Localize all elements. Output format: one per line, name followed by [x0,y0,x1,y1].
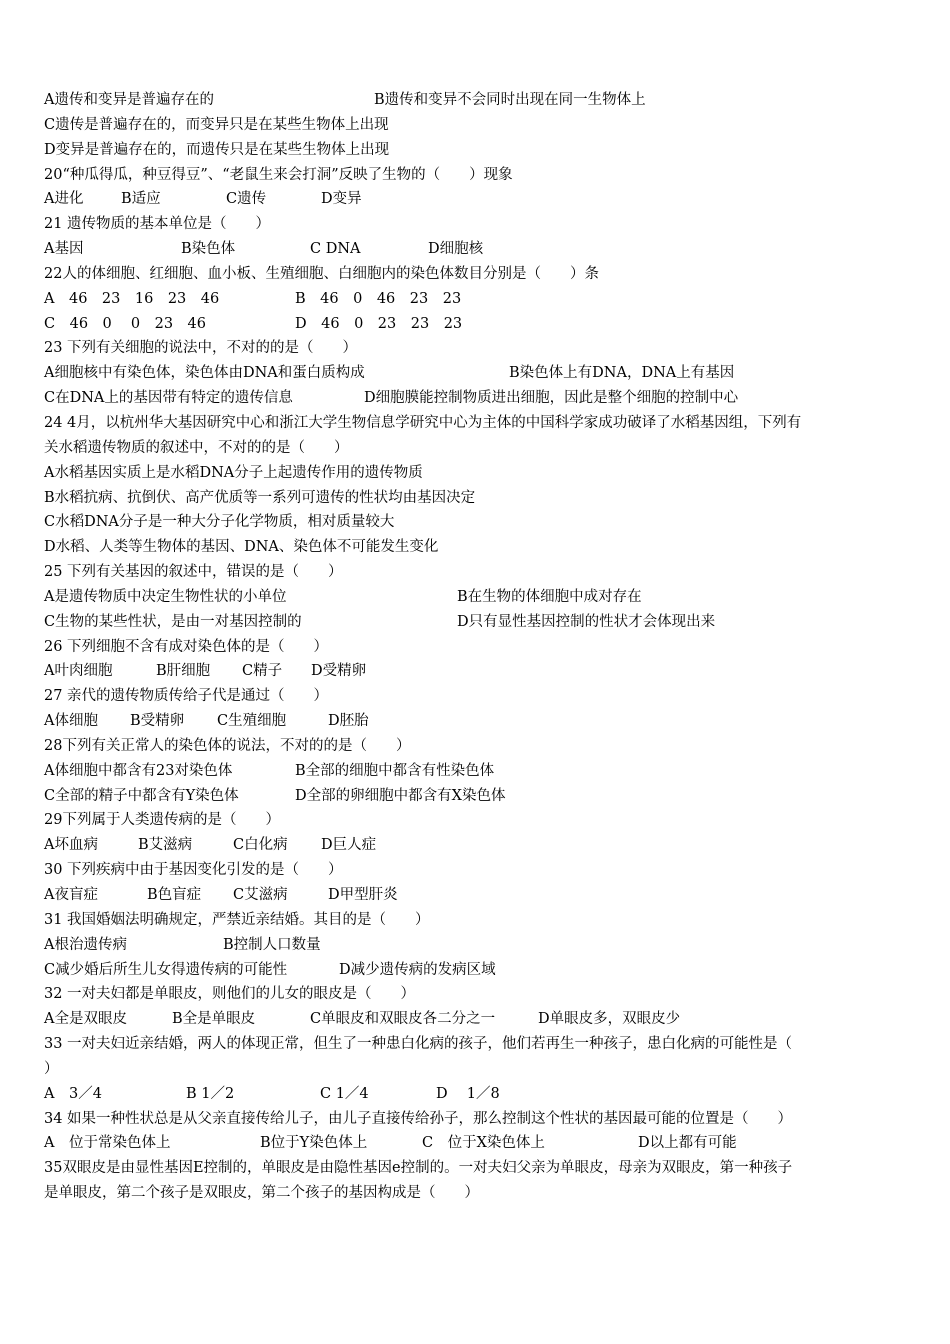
question-33-line-2 [44,1057,924,1082]
question-34 [44,1107,924,1132]
option-c: C单眼皮和双眼皮各二分之一 [310,1011,496,1028]
question-text: 是单眼皮，第二个孩子是双眼皮，第二个孩子的基因构成是（ ） [44,1185,479,1202]
options-22-ab [44,287,924,312]
question-32 [44,982,924,1007]
options-23-cd [44,386,924,411]
option-c: C遗传 [226,191,267,208]
option-b: B染色体上有DNA，DNA上有基因 [509,365,735,382]
option-d: D 1／8 [436,1085,500,1102]
option-a: A遗传和变异是普遍存在的 [44,92,214,108]
option-a: A全是双眼皮 [44,1011,127,1028]
options-23-ab [44,361,924,386]
options-31-cd [44,958,924,983]
option-b: B位于Y染色体上 [260,1135,368,1152]
question-28 [44,734,924,759]
option-d: D以上都有可能 [638,1135,737,1152]
question-text: 23 下列有关细胞的说法中，不对的的是（ ） [44,340,358,357]
option-d: D减少遗传病的发病区域 [339,961,496,978]
option-c: C 位于X染色体上 [422,1135,545,1152]
option-c: C白化病 [233,837,288,854]
question-sheet [44,88,924,1206]
option-d: D只有显性基因控制的性状才会体现出来 [457,613,716,630]
option-b: B受精卵 [130,713,185,730]
options-29 [44,833,924,858]
question-35-line-1 [44,1156,924,1181]
option-a: A 位于常染色体上 [44,1135,171,1152]
option-24-a [44,461,924,486]
option-c: C 46 0 0 23 46 [44,315,207,332]
options-30 [44,883,924,908]
options-25-ab [44,585,924,610]
option-24-c [44,510,924,535]
question-20 [44,163,924,188]
option-a: A体细胞 [44,713,98,730]
option-c: C DNA [310,241,361,258]
question-text: 关水稻遗传物质的叙述中，不对的的是（ ） [44,439,349,456]
options-28-ab [44,759,924,784]
options-25-cd [44,610,924,635]
question-text: 20“种瓜得瓜，种豆得豆”、“老鼠生来会打洞”反映了生物的（ ）现象 [44,166,513,183]
question-29 [44,808,924,833]
question-24-line-2 [44,436,924,461]
question-23 [44,336,924,361]
option-c: C艾滋病 [233,887,288,903]
question-text: 25 下列有关基因的叙述中，错误的是（ ） [44,564,343,581]
question-25 [44,560,924,585]
option-d: D细胞核 [428,241,484,258]
option-a: A 3／4 [44,1085,102,1102]
option-d: D细胞膜能控制物质进出细胞，因此是整个细胞的控制中心 [364,390,739,407]
question-21 [44,212,924,237]
option-a: A叶肉细胞 [44,663,113,680]
option-b: B遗传和变异不会同时出现在同一生物体上 [374,92,646,108]
line-2 [44,113,924,138]
option-a: A夜盲症 [44,887,98,903]
question-text: ） [44,1060,59,1077]
option-a: A根治遗传病 [44,936,127,953]
option-d: D 46 0 23 23 23 [295,315,463,332]
option-c: C生物的某些性状，是由一对基因控制的 [44,613,302,630]
question-33-line-1 [44,1032,924,1057]
option-d: D受精卵 [311,663,367,680]
option-b: B 46 0 46 23 23 [295,290,462,307]
option-b: B艾滋病 [138,837,193,854]
options-28-cd [44,784,924,809]
option-a: A坏血病 [44,837,98,854]
options-32 [44,1007,924,1032]
option-d: D全部的卵细胞中都含有X染色体 [295,787,506,804]
option-a: A水稻基因实质上是水稻DNA分子上起遗传作用的遗传物质 [44,464,423,481]
option-b: B全是单眼皮 [172,1011,256,1028]
option-b: B水稻抗病、抗倒伏、高产优质等一系列可遗传的性状均由基因决定 [44,489,476,506]
option-d: D单眼皮多，双眼皮少 [538,1011,681,1028]
option-d: D甲型肝炎 [328,887,398,903]
options-20 [44,187,924,212]
option-b: B 1／2 [186,1085,235,1102]
options-22-cd [44,312,924,337]
options-34 [44,1131,924,1156]
question-text: 26 下列细胞不含有成对染色体的是（ ） [44,638,329,655]
question-35-line-2 [44,1181,924,1206]
option-b: B全部的细胞中都含有性染色体 [295,762,495,779]
option-d: D变异是普遍存在的，而遗传只是在某些生物体上出现 [44,141,390,158]
option-a: A基因 [44,241,84,258]
option-a: A 46 23 16 23 46 [44,290,220,307]
options-31-ab [44,933,924,958]
option-c: C精子 [242,663,283,680]
option-c: C遗传是普遍存在的，而变异只是在某些生物体上出现 [44,116,389,133]
question-24-line-1 [44,411,924,436]
option-b: B肝细胞 [156,663,211,680]
question-text: 35双眼皮是由显性基因E控制的，单眼皮是由隐性基因e控制的。一对夫妇父亲为单眼皮，母亲为双眼皮，第一种孩子 [44,1160,793,1177]
question-text: 29下列属于人类遗传病的是（ ） [44,812,280,829]
option-c: C生殖细胞 [217,713,287,730]
question-31 [44,908,924,933]
question-text: 21 遗传物质的基本单位是（ ） [44,216,271,233]
option-b: B控制人口数量 [223,936,321,953]
line-1 [44,88,924,113]
option-a: A体细胞中都含有23对染色体 [44,762,233,779]
question-text: 27 亲代的遗传物质传给子代是通过（ ） [44,688,329,705]
question-text: 32 一对夫妇都是单眼皮，则他们的儿女的眼皮是（ ） [44,986,416,1003]
question-text: 24 4月，以杭州华大基因研究中心和浙江大学生物信息学研究中心为主体的中国科学家成功破译了水稻基因组，下列有 [44,414,802,431]
option-24-d [44,535,924,560]
option-c: C 1／4 [320,1085,369,1102]
option-b: B色盲症 [147,887,202,903]
option-a: A细胞核中有染色体，染色体由DNA和蛋白质构成 [44,365,365,382]
option-d: D胚胎 [328,713,369,730]
question-22 [44,262,924,287]
question-text: 28下列有关正常人的染色体的说法，不对的的是（ ） [44,737,411,754]
option-a: A进化 [44,191,84,208]
options-27 [44,709,924,734]
question-text: 22人的体细胞、红细胞、血小板、生殖细胞、白细胞内的染色体数目分别是（ ）条 [44,265,599,282]
options-33 [44,1082,924,1107]
option-d: D水稻、人类等生物体的基因、DNA、染色体不可能发生变化 [44,539,439,556]
question-26 [44,635,924,660]
option-c: C全部的精子中都含有Y染色体 [44,787,239,804]
question-27 [44,684,924,709]
question-text: 34 如果一种性状总是从父亲直接传给儿子，由儿子直接传给孙子，那么控制这个性状的基因最可能的位置是（ ） [44,1110,793,1127]
question-text: 33 一对夫妇近亲结婚，两人的体现正常，但生了一种患白化病的孩子，他们若再生一种孩子，患白化病的可能性是（ [44,1036,793,1053]
option-b: B适应 [121,191,161,208]
option-c: C减少婚后所生儿女得遗传病的可能性 [44,961,288,978]
option-c: C水稻DNA分子是一种大分子化学物质，相对质量较大 [44,514,395,531]
option-c: C在DNA上的基因带有特定的遗传信息 [44,390,293,407]
option-b: B在生物的体细胞中成对存在 [457,588,642,605]
option-a: A是遗传物质中决定生物性状的小单位 [44,588,287,605]
option-d: D巨人症 [321,837,377,854]
options-21 [44,237,924,262]
question-text: 31 我国婚姻法明确规定，严禁近亲结婚。其目的是（ ） [44,911,430,928]
question-text: 30 下列疾病中由于基因变化引发的是（ ） [44,862,343,879]
options-26 [44,659,924,684]
option-b: B染色体 [181,241,236,258]
question-30 [44,858,924,883]
option-d: D变异 [321,191,362,208]
option-24-b [44,486,924,511]
line-3 [44,138,924,163]
